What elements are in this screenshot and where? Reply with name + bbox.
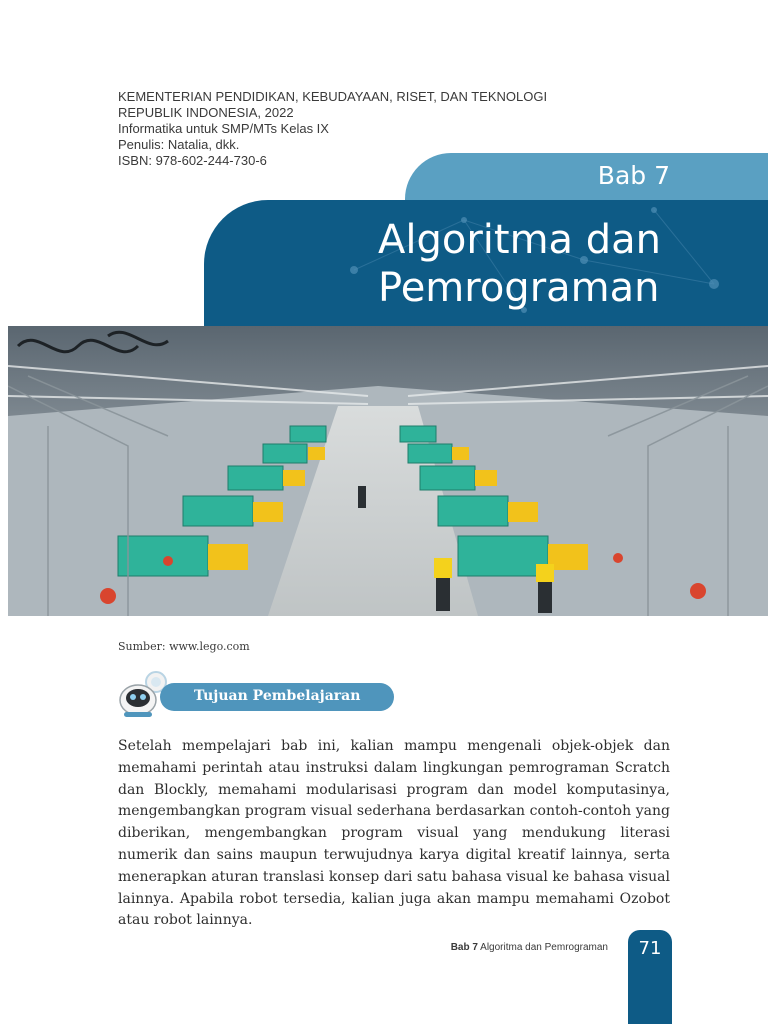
factory-photo [8, 326, 768, 616]
chapter-label: Bab 7 [597, 161, 670, 190]
author-line: Penulis: Natalia, dkk. [118, 137, 240, 152]
factory-illustration [8, 326, 768, 616]
image-caption: Sumber: www.lego.com [118, 640, 250, 653]
footer-chapter-title: Algoritma dan Pemrograman [480, 942, 608, 953]
chapter-title-line-2: Pemrograman [378, 265, 660, 311]
isbn-line: ISBN: 978-602-244-730-6 [118, 153, 267, 168]
learning-objectives-label: Tujuan Pembelajaran [194, 688, 361, 704]
chapter-title-band [204, 200, 768, 328]
book-title-line: Informatika untuk SMP/MTs Kelas IX [118, 121, 329, 136]
page-number-tab [628, 930, 672, 1024]
chapter-title [378, 216, 661, 312]
learning-objectives-heading [160, 683, 394, 711]
country-year-line: REPUBLIK INDONESIA, 2022 [118, 105, 294, 120]
learning-objectives-text: Setelah mempelajari bab ini, kalian mampu mengenali objek-objek dan memahami perintah atau instruksi dalam lingkungan pemrograman Scratch dan Blockly, memahami modularisasi program dan model komputasinya, mengembangkan program visual sederhana berdasarkan contoh-contoh yang diberikan, mengembangkan program visual yang mendukung literasi numerik dan sains maupun terwujudnya karya digital kreatif lainnya, serta menerapkan aturan translasi konsep dari satu bahasa visual ke bahasa visual lainnya. Apabila robot tersedia, kalian juga akan mampu memahami Ozobot atau robot lainnya. [118, 738, 670, 929]
chapter-label-band [405, 153, 768, 201]
chapter-title-line-1: Algoritma dan [378, 217, 662, 263]
page-number: 71 [638, 938, 662, 959]
footer-chapter-number: Bab 7 [450, 942, 478, 953]
publisher-line: KEMENTERIAN PENDIDIKAN, KEBUDAYAAN, RISET, DAN TEKNOLOGI [118, 89, 548, 104]
running-footer [451, 942, 608, 953]
